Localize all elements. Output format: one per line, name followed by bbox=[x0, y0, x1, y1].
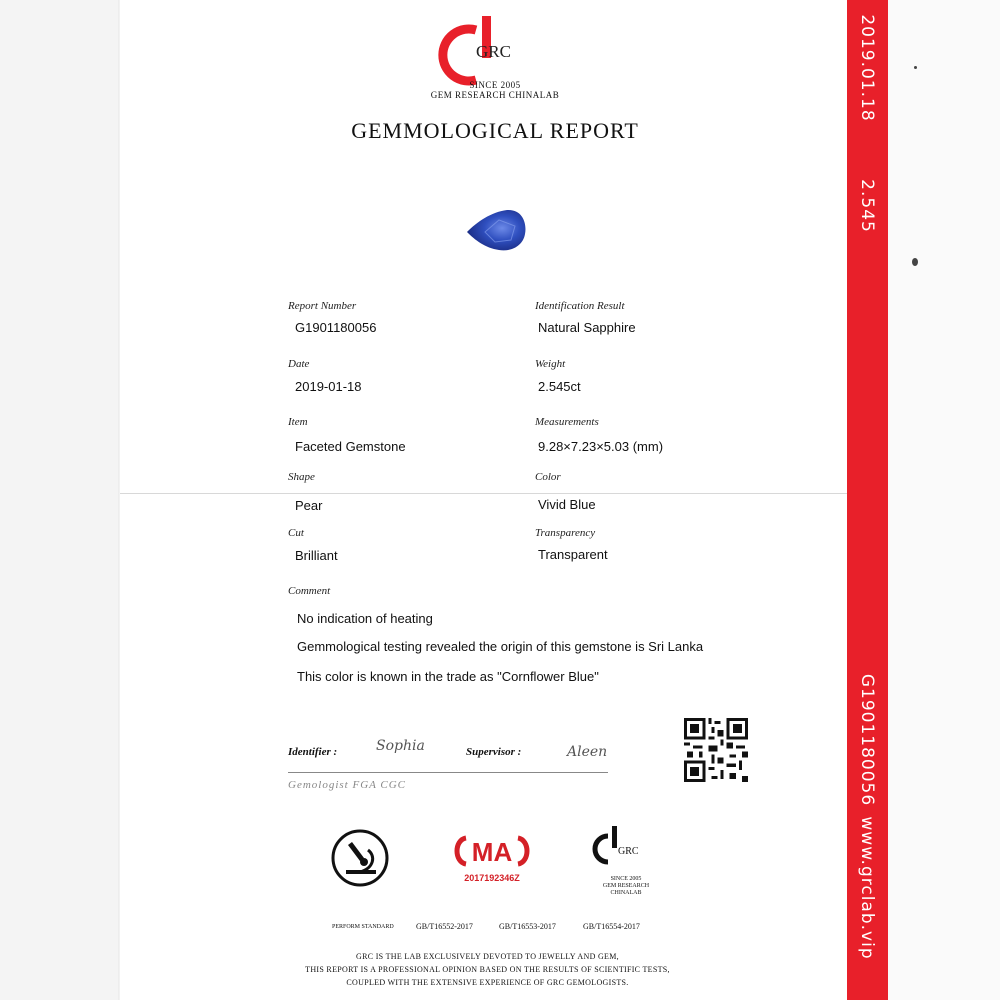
gemologist-credentials: Gemologist FGA CGC bbox=[288, 779, 407, 791]
paper-speck bbox=[914, 66, 917, 69]
small-logo-lab-name: GEM RESEARCH CHINALAB bbox=[602, 883, 650, 896]
value-item: Faceted Gemstone bbox=[295, 439, 406, 454]
microscope-seal-icon bbox=[330, 828, 390, 888]
fold-crease bbox=[120, 493, 888, 494]
small-logo-since-text: SINCE 2005 bbox=[610, 876, 642, 882]
value-measurements: 9.28×7.23×5.03 (mm) bbox=[538, 439, 664, 454]
report-title: GEMMOLOGICAL REPORT bbox=[351, 118, 639, 143]
comment-line: This color is known in the trade as "Cornflower Blue" bbox=[297, 669, 599, 684]
value-shape: Pear bbox=[295, 498, 323, 513]
value-color: Vivid Blue bbox=[538, 497, 596, 512]
strip-date: 2019.01.18 bbox=[857, 14, 877, 122]
cma-logo-icon bbox=[452, 834, 532, 868]
label-date: Date bbox=[288, 358, 310, 370]
logo-brand: GRC bbox=[476, 42, 511, 61]
value-transparency: Transparent bbox=[538, 547, 608, 562]
label-cut: Cut bbox=[288, 527, 304, 539]
footer-line: COUPLED WITH THE EXTENSIVE EXPERIENCE OF GRC GEMOLOGISTS. bbox=[346, 978, 629, 987]
comment-line: Gemmological testing revealed the origin of this gemstone is Sri Lanka bbox=[297, 639, 704, 654]
signature-line bbox=[288, 772, 608, 773]
identifier-label: Identifier : bbox=[288, 746, 338, 758]
standard-item: GB/T16552-2017 bbox=[416, 922, 473, 931]
standard-item: GB/T16554-2017 bbox=[583, 922, 640, 931]
value-report-number: G1901180056 bbox=[295, 320, 377, 335]
standards-label: PERFORM STANDARD bbox=[332, 924, 394, 930]
qr-code-icon[interactable] bbox=[684, 718, 748, 782]
supervisor-label: Supervisor : bbox=[466, 746, 522, 758]
small-logo-brand: GRC bbox=[618, 846, 639, 857]
sheet-right-margin bbox=[888, 0, 1000, 1000]
strip-report-number: G1901180056 bbox=[857, 673, 877, 807]
small-logo-since bbox=[594, 876, 658, 897]
label-color: Color bbox=[535, 471, 561, 483]
label-identification: Identification Result bbox=[535, 300, 625, 312]
value-date: 2019-01-18 bbox=[295, 379, 362, 394]
label-item: Item bbox=[288, 416, 308, 428]
label-measurements: Measurements bbox=[535, 416, 599, 428]
cma-logo-text: MA bbox=[471, 837, 513, 867]
standard-item: GB/T16553-2017 bbox=[499, 922, 556, 931]
sapphire-gem-image bbox=[465, 206, 529, 254]
value-weight: 2.545ct bbox=[538, 379, 581, 394]
paper-speck bbox=[912, 258, 918, 266]
label-comment: Comment bbox=[288, 585, 331, 597]
label-shape: Shape bbox=[288, 471, 315, 483]
label-report-number: Report Number bbox=[288, 300, 357, 312]
footer-line: GRC IS THE LAB EXCLUSIVELY DEVOTED TO JEWELLY AND GEM, bbox=[356, 952, 619, 961]
identifier-signature: Sophia bbox=[376, 738, 425, 754]
label-weight: Weight bbox=[535, 358, 566, 370]
logo-lab-name: GEM RESEARCH CHINALAB bbox=[430, 90, 560, 100]
logo-since bbox=[0, 80, 990, 100]
value-cut: Brilliant bbox=[295, 548, 338, 563]
label-transparency: Transparency bbox=[535, 527, 596, 539]
footer-line: THIS REPORT IS A PROFESSIONAL OPINION BASED ON THE RESULTS OF SCIENTIFIC TESTS, bbox=[305, 965, 670, 974]
strip-weight: 2.545 bbox=[857, 179, 877, 233]
supervisor-signature: Aleen bbox=[567, 744, 608, 760]
value-identification: Natural Sapphire bbox=[538, 320, 636, 335]
cma-number: 2017192346Z bbox=[464, 873, 520, 883]
strip-website: www.grclab.vip bbox=[857, 816, 877, 960]
sheet-left-margin bbox=[0, 0, 120, 1000]
comment-line: No indication of heating bbox=[297, 611, 433, 626]
logo-since-text: SINCE 2005 bbox=[469, 80, 521, 90]
